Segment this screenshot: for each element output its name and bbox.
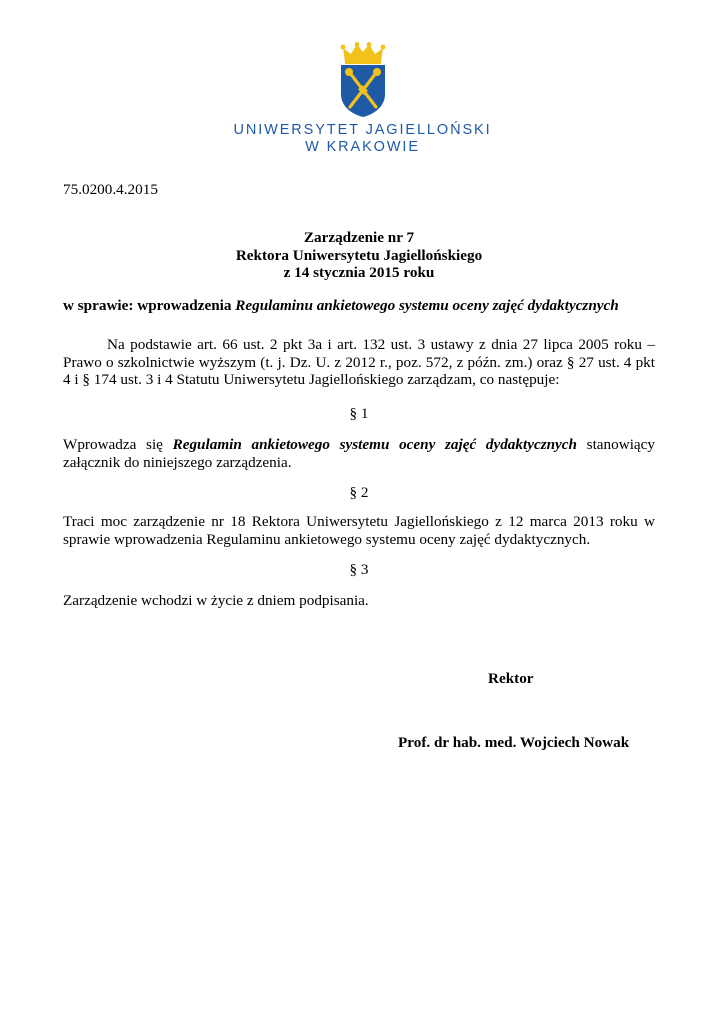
section-1-suffix: stanowiący załącznik do niniejszego zarządzenia. (63, 436, 655, 471)
document-subject (63, 297, 655, 315)
subject-prefix: w sprawie: wprowadzenia (63, 297, 236, 314)
document-reference-number: 75.0200.4.2015 (63, 181, 158, 198)
university-city: W KRAKOWIE (305, 139, 420, 155)
title-line-1: Zarządzenie nr 7 (303, 229, 415, 246)
letterhead (0, 42, 725, 118)
subject-regulation-name: Regulaminu ankietowego systemu oceny zajęć dydaktycznych (235, 297, 619, 314)
section-1-prefix: Wprowadza się (63, 436, 173, 453)
title-line-3: z 14 stycznia 2015 roku (283, 264, 435, 281)
section-2-text: Traci moc zarządzenie nr 18 Rektora Uniwersytetu Jagiellońskiego z 12 marca 2013 roku w sprawie wprowadzenia Regulaminu ankietowego systemu oceny zajęć dydaktycznych. (63, 513, 655, 548)
signer-title: Rektor (488, 670, 534, 687)
crest-crown-crossed-scepters-icon (339, 42, 387, 118)
section-1-text (63, 436, 655, 471)
signer-name: Prof. dr hab. med. Wojciech Nowak (398, 734, 630, 751)
section-1-heading: § 1 (349, 405, 369, 422)
section-2-heading: § 2 (349, 484, 369, 501)
title-line-2: Rektora Uniwersytetu Jagiellońskiego (235, 246, 483, 264)
section-1-regulation-name: Regulamin ankietowego systemu oceny zajęć dydaktycznych (172, 436, 577, 453)
document-title (63, 229, 655, 282)
legal-basis-paragraph: Na podstawie art. 66 ust. 2 pkt 3a i art. 132 ust. 3 ustawy z dnia 27 lipca 2005 roku – Prawo o szkolnictwie wyższym (t. j. Dz. U. z 2012 r., poz. 572, z późn. zm.) oraz § 27 ust. 4 pkt 4 i § 174 ust. 3 i 4 Statutu Uniwersytetu Jagiellońskiego zarządzam, co następuje: (63, 336, 655, 388)
university-name: UNIWERSYTET JAGIELLOŃSKI (233, 122, 492, 138)
section-3-text: Zarządzenie wchodzi w życie z dniem podpisania. (63, 592, 369, 609)
section-3-heading: § 3 (349, 561, 369, 578)
